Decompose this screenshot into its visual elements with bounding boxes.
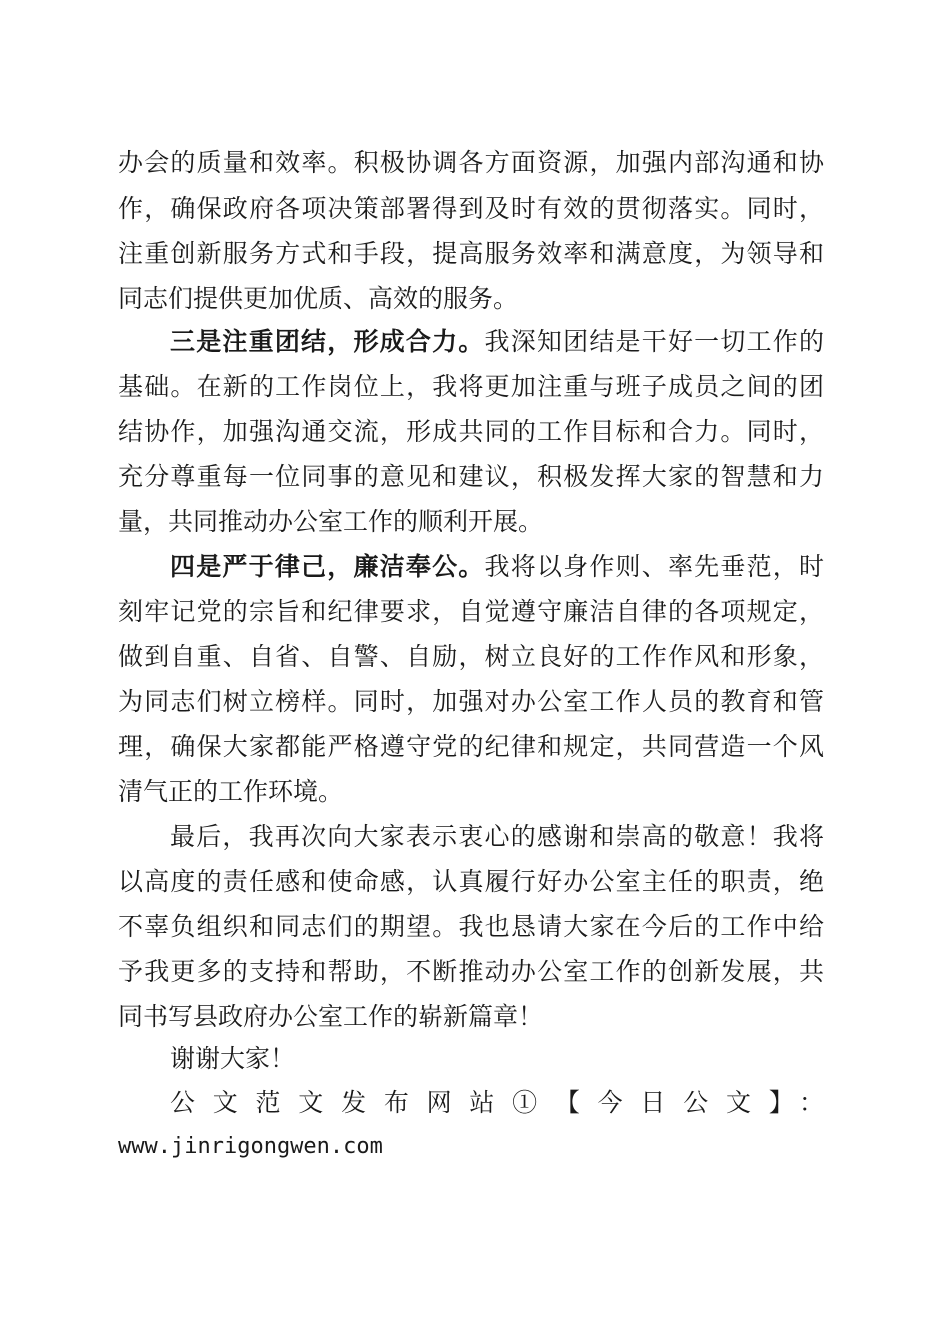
paragraph-first-line: 最后，我再次向大家表示衷心的感谢和崇高的敬意！我将 xyxy=(170,822,824,851)
body-line: 基础。在新的工作岗位上，我将更加注重与班子成员之间的团 xyxy=(118,372,824,401)
paragraph-text: 我深知团结是干好一切工作的 xyxy=(484,327,824,356)
body-line: 同书写县政府办公室工作的崭新篇章！ xyxy=(118,1002,544,1031)
body-line: 量，共同推动办公室工作的顺利开展。 xyxy=(118,507,544,536)
paragraph-lead: 四是严于律己，廉洁奉公。 xyxy=(170,552,485,581)
paragraph-text: 我将以身作则、率先垂范，时 xyxy=(484,552,824,581)
body-line: 同志们提供更加优质、高效的服务。 xyxy=(118,284,519,313)
body-line: 结协作，加强沟通交流，形成共同的工作目标和合力。同时， xyxy=(118,417,824,446)
body-line: 理，确保大家都能严格遵守党的纪律和规定，共同营造一个风 xyxy=(118,732,824,761)
body-line: 作，确保政府各项决策部署得到及时有效的贯彻落实。同时， xyxy=(118,194,824,223)
body-line: 为同志们树立榜样。同时，加强对办公室工作人员的教育和管 xyxy=(118,687,824,716)
body-line: 注重创新服务方式和手段，提高服务效率和满意度，为领导和 xyxy=(118,239,824,268)
paragraph-lead: 三是注重团结，形成合力。 xyxy=(170,327,485,356)
body-line: 予我更多的支持和帮助，不断推动办公室工作的创新发展，共 xyxy=(118,957,824,986)
body-line: 清气正的工作环境。 xyxy=(118,777,344,806)
footer-url[interactable]: www.jinrigongwen.com xyxy=(118,1134,383,1159)
body-line: 不辜负组织和同志们的期望。我也恳请大家在今后的工作中给 xyxy=(118,912,824,941)
closing-line: 谢谢大家！ xyxy=(170,1044,296,1073)
body-line: 以高度的责任感和使命感，认真履行好办公室主任的职责，绝 xyxy=(118,867,824,896)
paragraph-first-line xyxy=(170,548,824,586)
body-line: 办会的质量和效率。积极协调各方面资源，加强内部沟通和协 xyxy=(118,148,824,177)
body-line: 充分尊重每一位同事的意见和建议，积极发挥大家的智慧和力 xyxy=(118,462,824,491)
paragraph-first-line xyxy=(170,323,824,361)
footer-site-line: 公文范文发布网站①【今日公文】： xyxy=(170,1088,824,1117)
body-line: 刻牢记党的宗旨和纪律要求，自觉遵守廉洁自律的各项规定， xyxy=(118,597,824,626)
body-line: 做到自重、自省、自警、自励，树立良好的工作作风和形象， xyxy=(118,642,824,671)
